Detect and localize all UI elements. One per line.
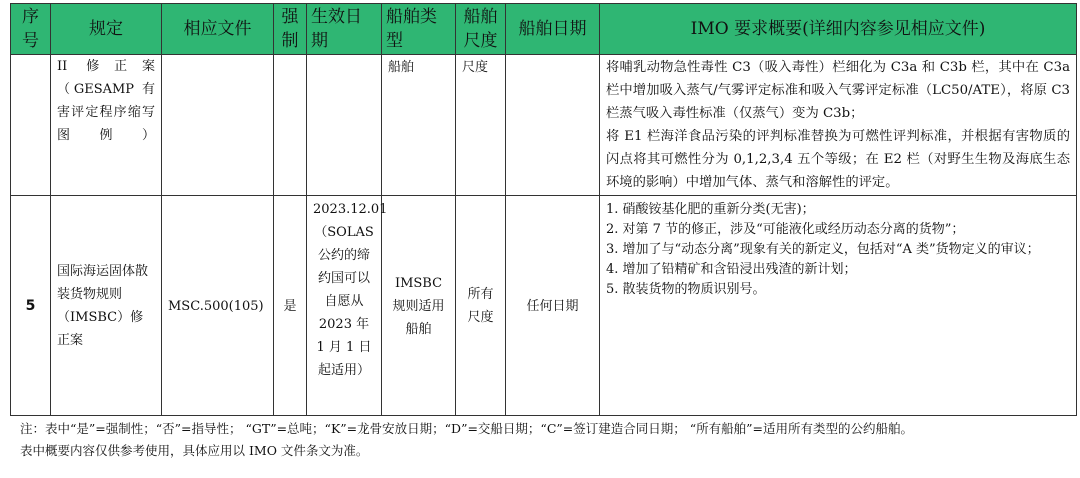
cell-summary: [600, 55, 1077, 196]
summary-item: 2. 对第 7 节的修正，涉及“可能液化或经历动态分离的货物”；: [606, 222, 965, 237]
summary-item: 4. 增加了铅精矿和含铅浸出残渣的新计划；: [606, 262, 857, 277]
cell-document: [162, 55, 274, 196]
table-row: [11, 196, 1077, 416]
cell-regulation: II 修正案（GESAMP 有害评定程序缩写图例）: [51, 55, 162, 196]
header-mandatory: 强制: [274, 4, 307, 55]
cell-ship-date: [506, 55, 600, 196]
header-ship-date: 船舶日期: [506, 4, 600, 55]
cell-document: MSC.500(105): [162, 196, 274, 416]
effective-note: （SOLAS 公约的缔约国可以自愿从 2023 年 1 月 1 日起适用）: [314, 225, 374, 378]
cell-mandatory: 是: [274, 196, 307, 416]
summary-paragraph: 将哺乳动物急性毒性 C3（吸入毒性）栏细化为 C3a 和 C3b 栏，其中在 C3a 栏中增加吸入蒸气/气雾评定标准和吸入气雾评定标准（LC50/ATE），将原 C3 栏蒸气吸入毒性标准（仅蒸气）变为 C3b；: [606, 60, 1070, 121]
note-disclaimer: 表中概要内容仅供参考使用，具体应用以 IMO 文件条文为准。: [20, 443, 369, 458]
summary-item: 1. 硝酸铵基化肥的重新分类(无害)；: [606, 202, 815, 217]
header-no: 序号: [11, 4, 51, 55]
header-ship-size: 船舶尺度: [456, 4, 506, 55]
cell-no: 5: [11, 196, 51, 416]
imo-requirements-table: [10, 3, 1077, 416]
header-ship-type: 船舶类型: [382, 4, 456, 55]
summary-item: 5. 散装货物的物质识别号。: [606, 282, 766, 297]
note-legend: 注：表中“是”=强制性；“否”=指导性； “GT”=总吨；“K”=龙骨安放日期；“D”=交船日期；“C”=签订建造合同日期； “所有船舶”=适用所有类型的公约船舶。: [20, 421, 913, 436]
cell-effective-date: [307, 196, 388, 416]
cell-regulation: 国际海运固体散装货物规则（IMSBC）修正案: [51, 196, 162, 416]
cell-ship-date: 任何日期: [506, 196, 600, 416]
table-notes: [20, 418, 913, 462]
header-summary: IMO 要求概要(详细内容参见相应文件): [600, 4, 1077, 55]
cell-ship-size: 尺度: [456, 55, 506, 196]
effective-date: 2023.12.01: [313, 202, 388, 217]
header-effective-date: 生效日期: [307, 4, 382, 55]
cell-no: [11, 55, 51, 196]
cell-ship-type: IMSBC 规则适用船舶: [382, 196, 456, 416]
summary-item: 3. 增加了与“动态分离”现象有关的新定义，包括对“A 类”货物定义的审议；: [606, 242, 1040, 257]
table-row: [11, 55, 1077, 196]
cell-ship-type: 船舶: [382, 55, 456, 196]
header-regulation: 规定: [51, 4, 162, 55]
cell-effective-date: [307, 55, 382, 196]
summary-paragraph: 将 E1 栏海洋食品污染的评判标准替换为可燃性评判标准，并根据有害物质的闪点将其可燃性分为 0,1,2,3,4 五个等级；在 E2 栏（对野生生物及海底生态环境的影响）中增加气体、蒸气和溶解性的评定。: [606, 129, 1070, 190]
table-header-row: [11, 4, 1077, 55]
header-document: 相应文件: [162, 4, 274, 55]
cell-mandatory: [274, 55, 307, 196]
cell-ship-size: 所有尺度: [456, 196, 506, 416]
cell-summary: [600, 196, 1077, 416]
